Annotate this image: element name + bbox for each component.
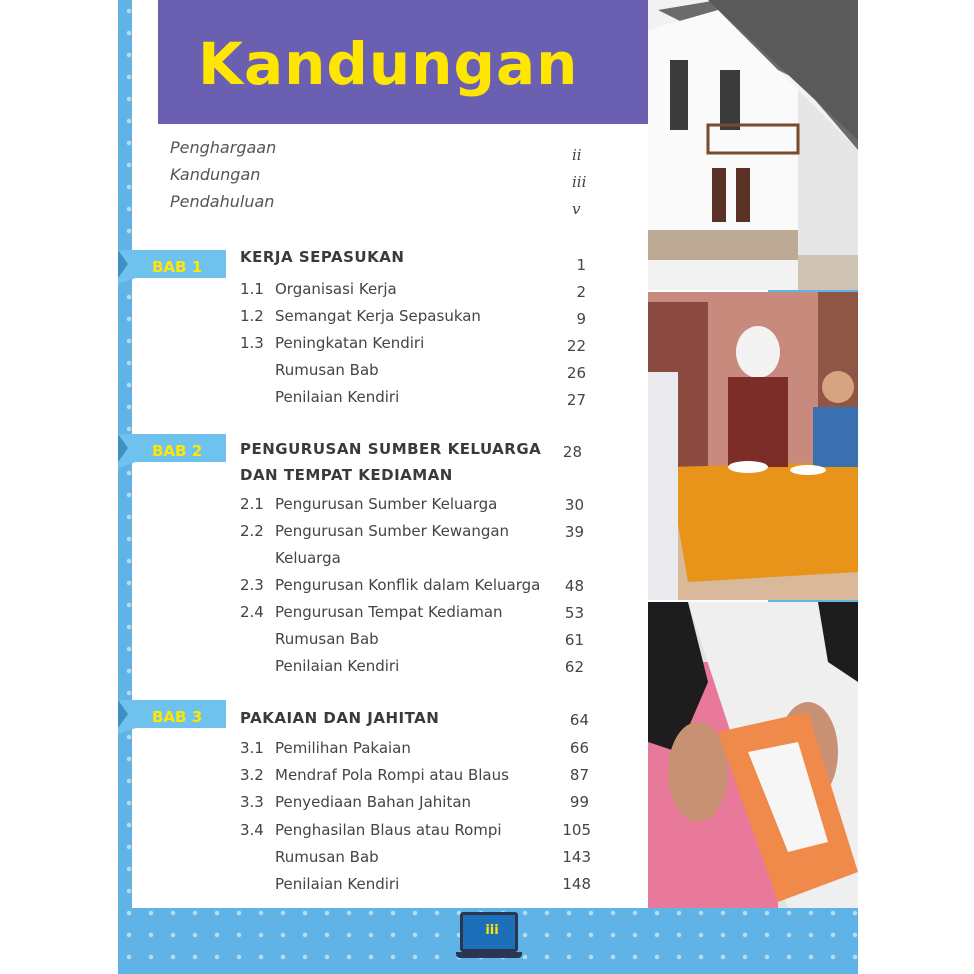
entry-number: 1.3 <box>240 334 264 352</box>
entry-page: 62 <box>564 658 584 676</box>
entry-label: Peningkatan Kendiri <box>275 334 425 352</box>
sewing-illustration-icon <box>648 602 858 908</box>
laptop-base <box>456 952 522 958</box>
entry-page: 39 <box>564 523 584 541</box>
entry-label: Rumusan Bab <box>275 361 379 379</box>
page-number: iii <box>485 923 499 938</box>
chapter-tag-label: BAB 3 <box>152 708 203 726</box>
chapter-tag-label: BAB 1 <box>152 258 203 276</box>
entry-page: 26 <box>566 364 586 382</box>
entry-label: Penyediaan Bahan Jahitan <box>275 793 472 811</box>
entry-label: Pengurusan Sumber Keluarga <box>275 495 498 513</box>
entry-page: 105 <box>562 821 591 839</box>
outer-margin-right <box>858 0 974 974</box>
entry-label: Rumusan Bab <box>275 848 379 866</box>
entry-page: 66 <box>569 739 589 757</box>
chapter-tag <box>118 700 226 734</box>
entry-label-continued: Keluarga <box>275 549 341 567</box>
entry-number: 2.2 <box>240 522 264 540</box>
entry-label: Penilaian Kendiri <box>275 875 400 893</box>
house-photo <box>648 0 858 290</box>
house-illustration-icon <box>648 0 858 290</box>
chapter-title: KERJA SEPASUKAN <box>240 248 405 266</box>
front-matter-page: iii <box>572 173 587 191</box>
entry-label: Rumusan Bab <box>275 630 379 648</box>
entry-label: Pengurusan Tempat Kediaman <box>275 603 503 621</box>
chapter-tag <box>118 434 226 468</box>
entry-label: Penghasilan Blaus atau Rompi <box>275 821 502 839</box>
entry-number: 2.1 <box>240 495 264 513</box>
entry-number: 3.1 <box>240 739 264 757</box>
entry-number: 3.3 <box>240 793 264 811</box>
family-dining-illustration-icon <box>648 292 858 600</box>
entry-label: Pengurusan Konflik dalam Keluarga <box>275 576 541 594</box>
entry-page: 2 <box>576 283 586 301</box>
entry-label: Semangat Kerja Sepasukan <box>275 307 481 325</box>
entry-page: 48 <box>564 577 584 595</box>
entry-page: 148 <box>562 875 591 893</box>
chapter-page: 28 <box>562 443 582 461</box>
front-matter-page: ii <box>572 146 582 164</box>
entry-label: Penilaian Kendiri <box>275 388 400 406</box>
chapter-title: PENGURUSAN SUMBER KELUARGA <box>240 440 542 458</box>
page-title: Kandungan <box>198 30 579 98</box>
entry-page: 53 <box>564 604 584 622</box>
sewing-photo <box>648 602 858 908</box>
entry-page: 143 <box>562 848 591 866</box>
entry-page: 22 <box>566 337 586 355</box>
entry-number: 1.1 <box>240 280 264 298</box>
entry-number: 1.2 <box>240 307 264 325</box>
outer-margin-left <box>0 0 118 974</box>
entry-page: 27 <box>566 391 586 409</box>
chapter-tag <box>118 250 226 284</box>
entry-page: 99 <box>569 793 589 811</box>
entry-number: 3.4 <box>240 821 264 839</box>
chapter-page: 64 <box>569 711 589 729</box>
entry-page: 30 <box>564 496 584 514</box>
entry-page: 9 <box>576 310 586 328</box>
entry-label: Organisasi Kerja <box>275 280 397 298</box>
entry-number: 2.3 <box>240 576 264 594</box>
entry-number: 3.2 <box>240 766 264 784</box>
front-matter-label: Penghargaan <box>170 138 277 157</box>
front-matter-label: Kandungan <box>170 165 261 184</box>
chapter-tag-label: BAB 2 <box>152 442 203 460</box>
family-dining-photo <box>648 292 858 600</box>
entry-label: Pengurusan Sumber Kewangan <box>275 522 510 540</box>
laptop-screen <box>460 912 518 952</box>
entry-label: Pemilihan Pakaian <box>275 739 411 757</box>
chapter-title: PAKAIAN DAN JAHITAN <box>240 709 440 727</box>
entry-label: Penilaian Kendiri <box>275 657 400 675</box>
laptop-icon <box>456 908 522 960</box>
entry-number: 2.4 <box>240 603 264 621</box>
front-matter-label: Pendahuluan <box>170 192 275 211</box>
chapter-title-line2: DAN TEMPAT KEDIAMAN <box>240 466 453 484</box>
entry-page: 87 <box>569 766 589 784</box>
front-matter-page: v <box>572 200 581 218</box>
entry-page: 61 <box>564 631 584 649</box>
entry-label: Mendraf Pola Rompi atau Blaus <box>275 766 509 784</box>
chapter-page: 1 <box>576 256 586 274</box>
